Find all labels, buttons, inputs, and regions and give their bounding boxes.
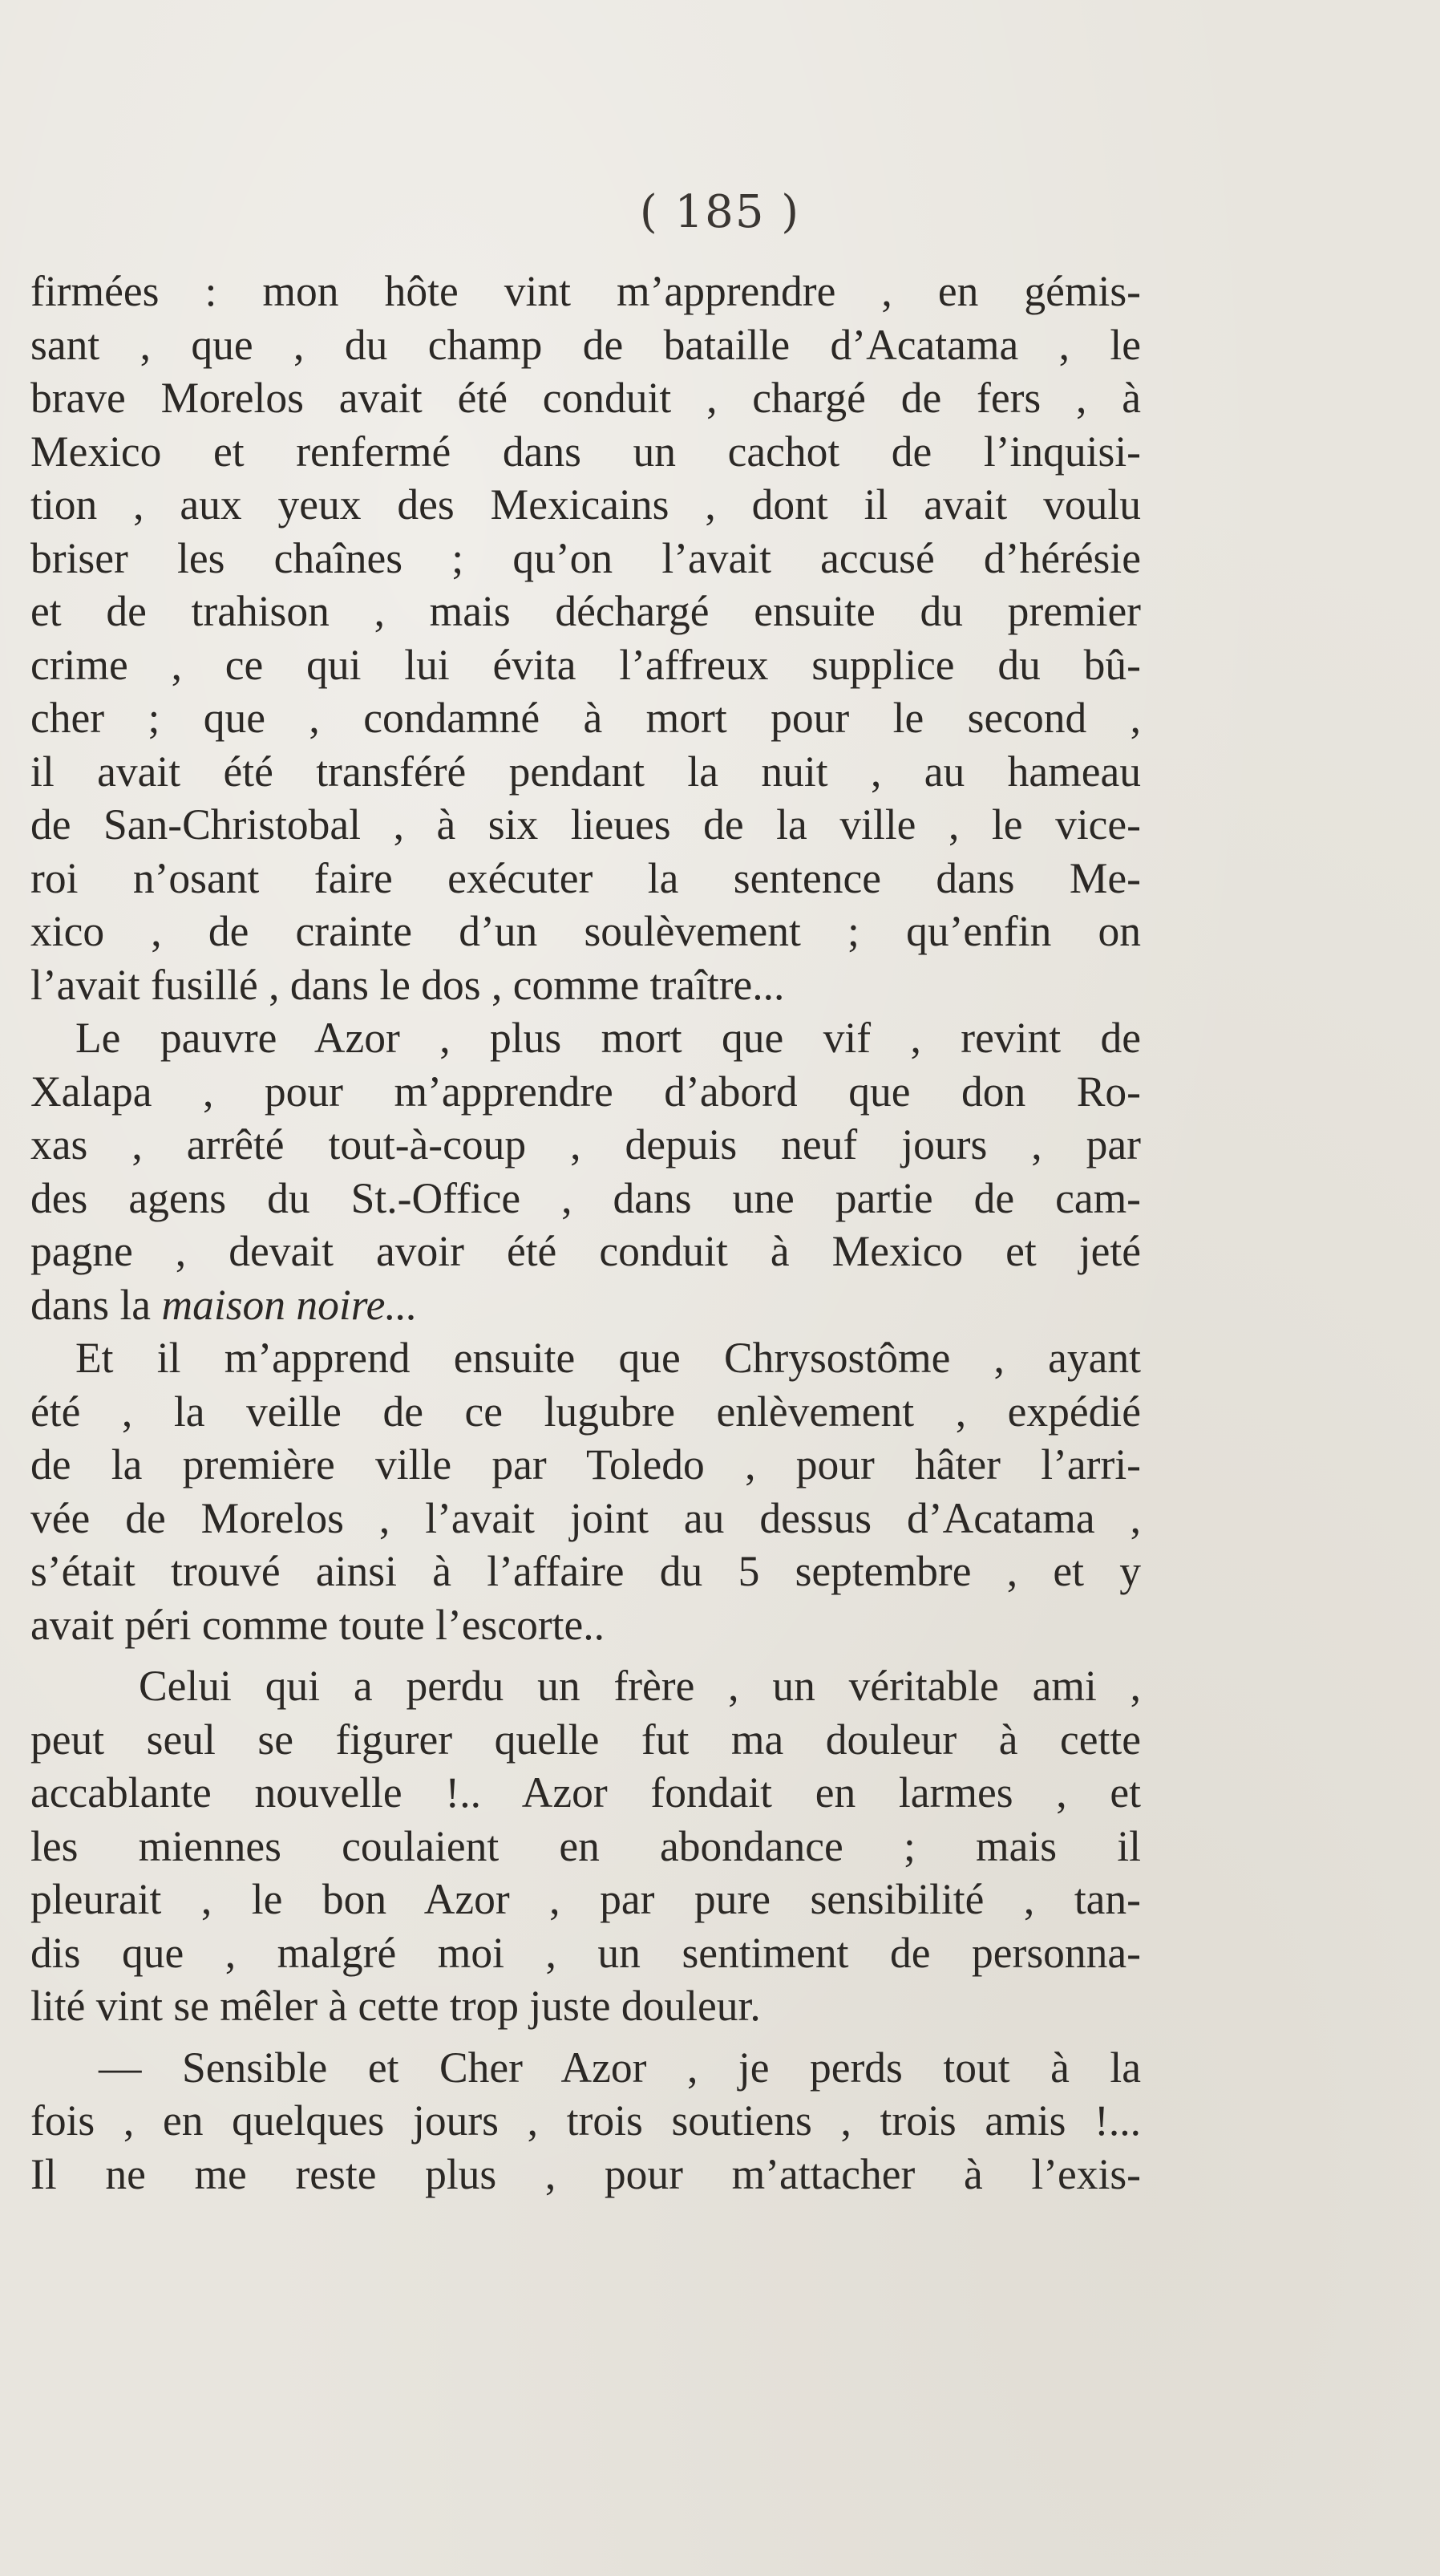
text-line: de la première ville par Toledo , pour hâter l’arri- (30, 1440, 1141, 1488)
text-line: et de trahison , mais déchargé ensuite du premier (30, 587, 1141, 635)
paragraph-4 (30, 1659, 1141, 1713)
text-line: firmées : mon hôte vint m’apprendre , en gémis- (30, 267, 1141, 315)
paragraph-4-body (30, 1713, 1141, 2033)
text-line: Et il m’apprend ensuite que Chrysostôme , ayant (75, 1334, 1141, 1382)
text-line: sant , que , du champ de bataille d’Acatama , le (30, 320, 1141, 369)
italic-phrase: maison noire... (161, 1280, 418, 1329)
text-line: il avait été transféré pendant la nuit , au hameau (30, 747, 1141, 796)
text-line: vée de Morelos , l’avait joint au dessus d’Acatama , (30, 1493, 1141, 1542)
text-line: avait péri comme toute l’escorte.. (30, 1600, 605, 1649)
text-line: pleurait , le bon Azor , par pure sensibilité , tan- (30, 1875, 1141, 1923)
page-number: ( 185 ) (639, 186, 801, 238)
paragraph-1 (30, 265, 1141, 1011)
paragraph-5 (30, 2041, 1141, 2095)
text-line: tion , aux yeux des Mexicains , dont il avait voulu (30, 480, 1141, 529)
text-fragment: dans la (30, 1280, 162, 1329)
text-line: Le pauvre Azor , plus mort que vif , revint de (75, 1014, 1141, 1062)
text-line: Celui qui a perdu un frère , un véritable ami , (139, 1662, 1141, 1710)
text-line: s’était trouvé ainsi à l’affaire du 5 septembre , et y (30, 1547, 1141, 1595)
text-line: de San-Christobal , à six lieues de la ville , le vice- (30, 800, 1141, 849)
text-line: peut seul se figurer quelle fut ma douleur à cette (30, 1715, 1141, 1764)
text-line: accablante nouvelle !.. Azor fondait en larmes , et (30, 1768, 1141, 1817)
paragraph-3 (30, 1331, 1141, 1385)
paragraph-2 (30, 1011, 1141, 1065)
paragraph-5-body (30, 2094, 1141, 2201)
text-line: brave Morelos avait été conduit , chargé de fers , à (30, 374, 1141, 422)
text-line: cher ; que , condamné à mort pour le second , (30, 694, 1141, 742)
text-line: xas , arrêté tout-à-coup , depuis neuf jours , par (30, 1120, 1141, 1169)
text-line: pagne , devait avoir été conduit à Mexico et jeté (30, 1227, 1141, 1275)
text-line: Mexico et renfermé dans un cachot de l’inquisi- (30, 427, 1141, 476)
text-line: Il ne me reste plus , pour m’attacher à l’exis- (30, 2149, 1141, 2198)
text-line: été , la veille de ce lugubre enlèvement , expédié (30, 1387, 1141, 1436)
body-text (30, 265, 1141, 2201)
text-line: fois , en quelques jours , trois soutiens , trois amis !... (30, 2096, 1141, 2145)
paragraph-3-body (30, 1385, 1141, 1652)
text-line: briser les chaînes ; qu’on l’avait accusé d’hérésie (30, 533, 1141, 582)
text-line: crime , ce qui lui évita l’affreux supplice du bû- (30, 640, 1141, 689)
text-line: dis que , malgré moi , un sentiment de personna- (30, 1928, 1141, 1977)
text-line: — Sensible et Cher Azor , je perds tout à la (99, 2043, 1141, 2092)
text-line (30, 1278, 1141, 1332)
text-line: des agens du St.-Office , dans une partie de cam- (30, 1173, 1141, 1222)
text-line: les miennes coulaient en abondance ; mais il (30, 1821, 1141, 1870)
text-line: xico , de crainte d’un soulèvement ; qu’enfin on (30, 907, 1141, 955)
text-line: l’avait fusillé , dans le dos , comme traître... (30, 960, 785, 1009)
text-line: Xalapa , pour m’apprendre d’abord que don Ro- (30, 1067, 1141, 1116)
text-line: roi n’osant faire exécuter la sentence dans Me- (30, 853, 1141, 902)
paragraph-2-body (30, 1065, 1141, 1332)
text-line: lité vint se mêler à cette trop juste douleur. (30, 1982, 761, 2030)
